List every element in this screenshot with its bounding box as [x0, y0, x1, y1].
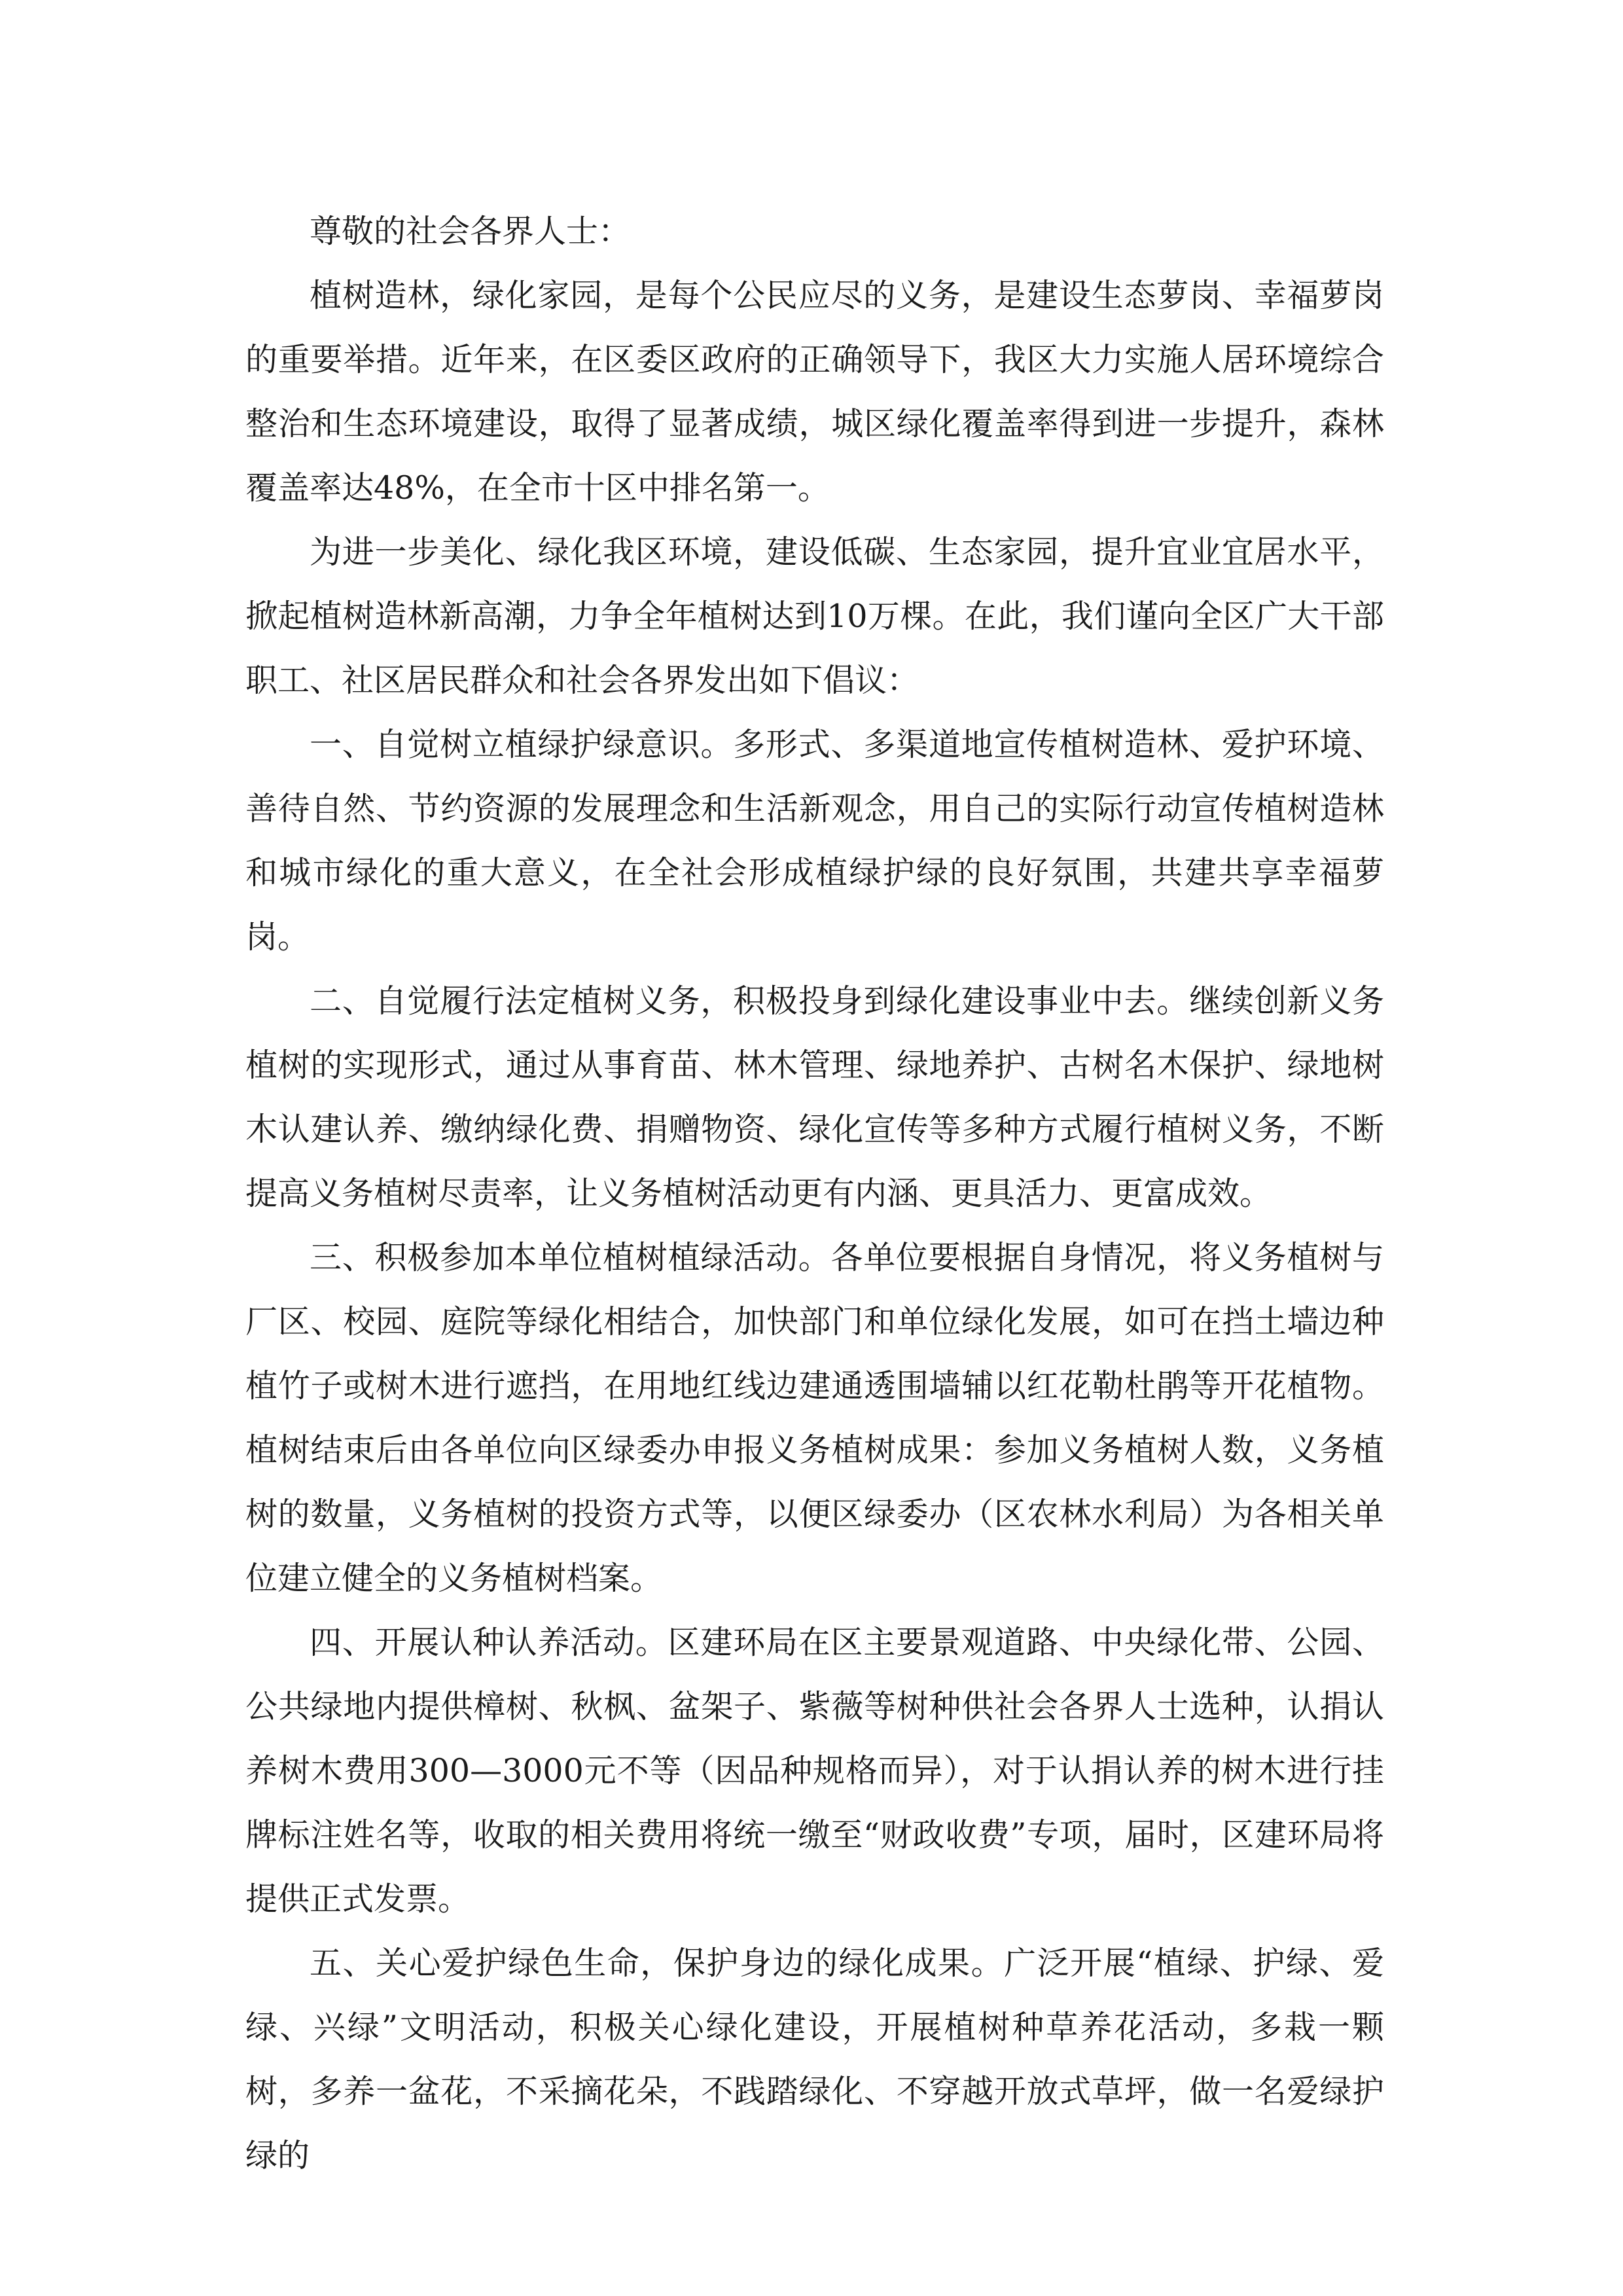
paragraph-item-1: 一、自觉树立植绿护绿意识。多形式、多渠道地宣传植树造林、爱护环境、善待自然、节约资源的发展理念和生活新观念，用自己的实际行动宣传植树造林和城市绿化的重大意义，在全社会形成植绿护绿的良好氛围，共建共享幸福萝岗。	[245, 726, 1384, 956]
paragraph-item-3: 三、积极参加本单位植树植绿活动。各单位要根据自身情况，将义务植树与厂区、校园、庭院等绿化相结合，加快部门和单位绿化发展，如可在挡土墙边种植竹子或树木进行遮挡，在用地红线边建通透围墙辅以红花勒杜鹃等开花植物。植树结束后由各单位向区绿委办申报义务植树成果：参加义务植树人数，义务植树的数量，义务植树的投资方式等，以便区绿委办（区农林水利局）为各相关单位建立健全的义务植树档案。	[245, 1239, 1384, 1597]
letter-body	[245, 200, 1384, 2188]
paragraph-item-2: 二、自觉履行法定植树义务，积极投身到绿化建设事业中去。继续创新义务植树的实现形式，通过从事育苗、林木管理、绿地养护、古树名木保护、绿地树木认建认养、缴纳绿化费、捐赠物资、绿化宣传等多种方式履行植树义务，不断提高义务植树尽责率，让义务植树活动更有内涵、更具活力、更富成效。	[245, 982, 1384, 1212]
salutation: 尊敬的社会各界人士：	[310, 213, 631, 250]
paragraph-intro: 植树造林，绿化家园，是每个公民应尽的义务，是建设生态萝岗、幸福萝岗的重要举措。近年来，在区委区政府的正确领导下，我区大力实施人居环境综合整治和生态环境建设，取得了显著成绩，城区绿化覆盖率得到进一步提升，森林覆盖率达48%，在全市十区中排名第一。	[245, 277, 1384, 507]
paragraph-goal: 为进一步美化、绿化我区环境，建设低碳、生态家园，提升宜业宜居水平，掀起植树造林新高潮，力争全年植树达到10万棵。在此，我们谨向全区广大干部职工、社区居民群众和社会各界发出如下倡议：	[245, 533, 1384, 699]
paragraph-item-5: 五、关心爱护绿色生命，保护身边的绿化成果。广泛开展“植绿、护绿、爱绿、兴绿”文明活动，积极关心绿化建设，开展植树种草养花活动，多栽一颗树，多养一盆花，不采摘花朵，不践踏绿化、不穿越开放式草坪，做一名爱绿护绿的	[245, 1945, 1384, 2174]
paragraph-item-4: 四、开展认种认养活动。区建环局在区主要景观道路、中央绿化带、公园、公共绿地内提供樟树、秋枫、盆架子、紫薇等树种供社会各界人士选种，认捐认养树木费用300—3000元不等（因品种规格而异），对于认捐认养的树木进行挂牌标注姓名等，收取的相关费用将统一缴至“财政收费”专项，届时，区建环局将提供正式发票。	[245, 1624, 1384, 1918]
